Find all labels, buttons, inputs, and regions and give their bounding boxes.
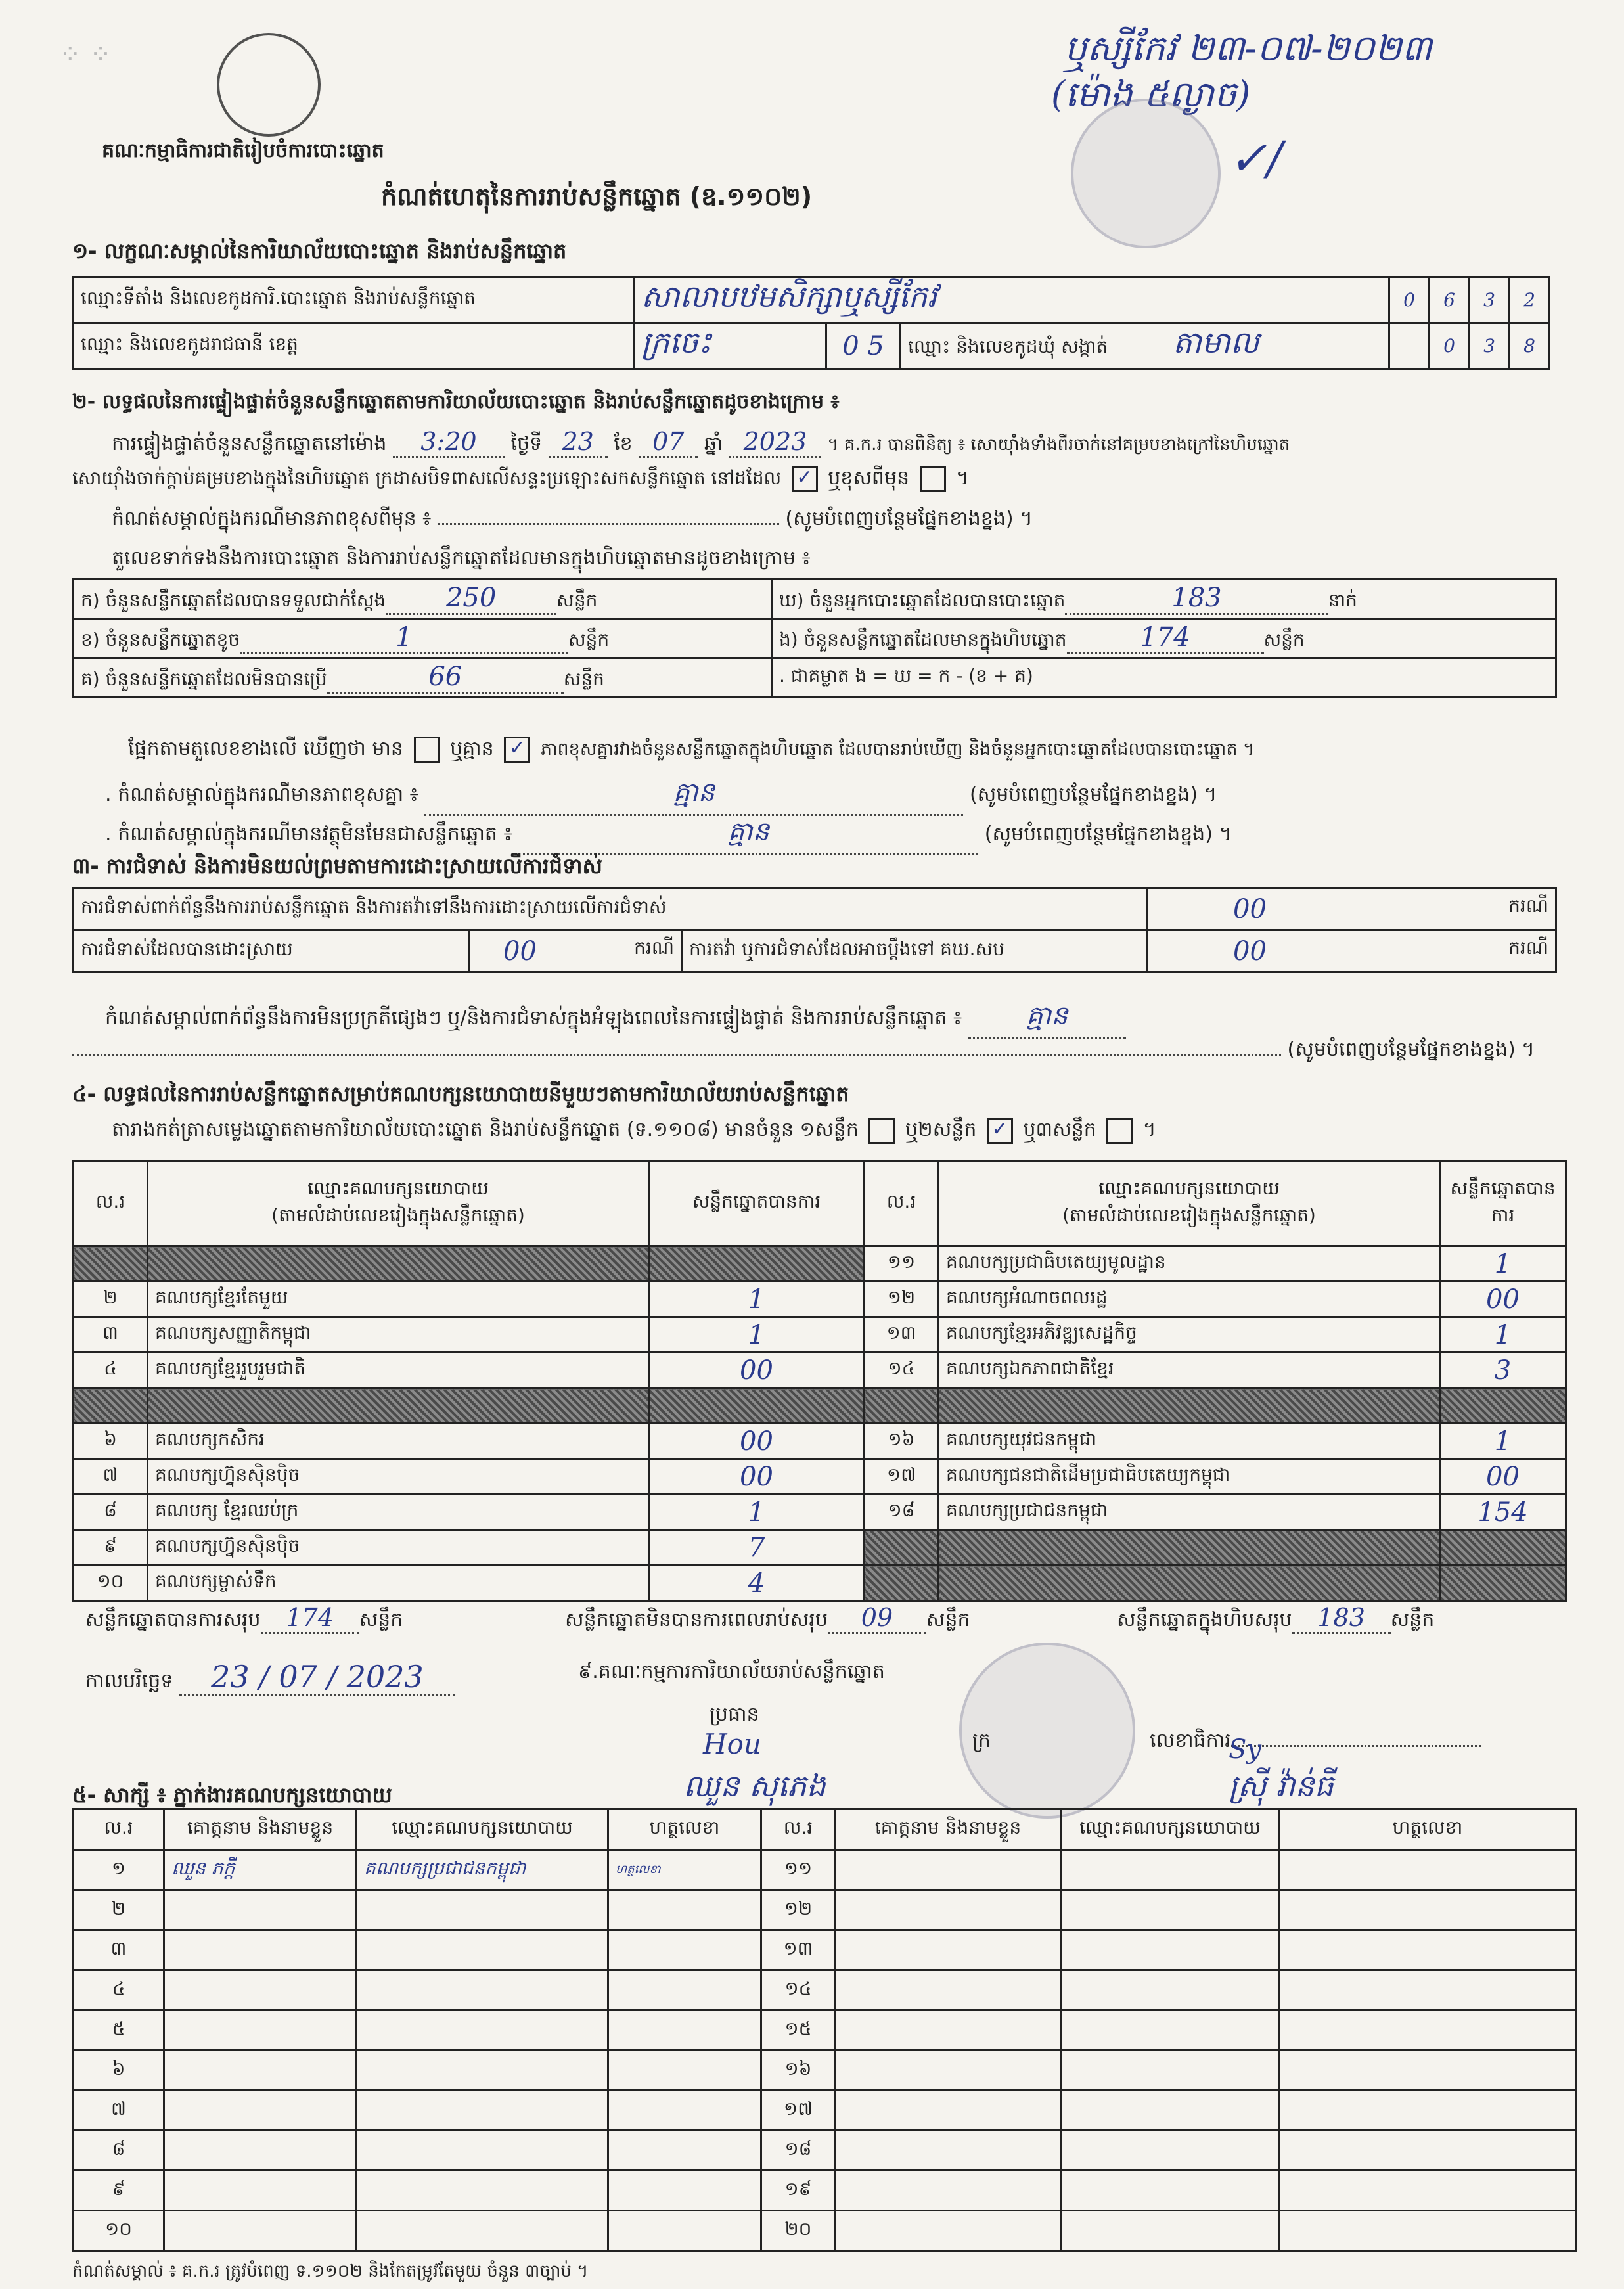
witness-sig [608,2091,761,2131]
party-no: ១២ [865,1282,939,1317]
spoiled-row: ខ) ចំនួនសន្លឹកឆ្នោតខូច 1 សន្លឹក [74,619,772,658]
table-row [74,1459,1566,1495]
total-in-box: សន្លឹកឆ្នោតក្នុងហិបសរុប 183 សន្លឹក [1117,1603,1434,1636]
voters-row: ឃ) ចំនួនអ្នកបោះឆ្នោតដែលបានបោះឆ្នោត 183 នាក់ [772,579,1556,619]
party-no: ១៨ [865,1495,939,1530]
has-difference-checkbox [414,737,440,763]
col-signature: ហត្ថលេខា [608,1809,761,1850]
witness-sig [608,1970,761,2010]
chair-label: ប្រធាន [710,1703,759,1726]
witness-empty-cell [1061,1930,1280,1970]
verification-line: ការផ្ទៀងផ្ទាត់ចំនួនសន្លឹកឆ្នោតនៅម៉ោង 3:20 ថ្ងៃទី 23 ខែ 07 ឆ្នាំ 2023 ។ គ.ក.រ បានពិនិត្យ ៖ សោយ៉ាំងទាំងពីរចាក់នៅគម្របខាងក្រៅនៃហិបឆ្នោត [112,427,1570,460]
witness-empty-cell [1061,2211,1280,2251]
col-name: គោត្តនាម និងនាមខ្លួន [164,1809,357,1850]
witness-name: ឈួន ភក្ដី [164,1850,357,1890]
col-party: ឈ្មោះគណបក្សនយោបាយ (តាមលំដាប់លេខរៀងក្នុងសន្លឹកឆ្នោត) [939,1161,1440,1246]
difference-note-line: កំណត់សម្គាល់ក្នុងករណីមានភាពខុសពីមុន ៖ (សូមបំពេញបន្ថែមផ្នែកខាងខ្នង) ។ [112,507,1033,530]
party-name: គណបក្សឯកភាពជាតិខ្មែរ [939,1353,1440,1388]
code-digit [1389,323,1430,369]
witness-no: ១៦ [761,2051,836,2091]
witness-party [357,2211,608,2251]
witness-no: ៤ [74,1970,164,2010]
appeal-label: ការតវ៉ា ឬការជំទាស់ដែលអាចប្ដឹងទៅ គឃ.សប [682,930,1147,972]
party-no: ១៤ [865,1353,939,1388]
witness-empty-cell [836,2211,1061,2251]
col-votes: សន្លឹកឆ្នោតបានការ [649,1161,865,1246]
table-row [74,1282,1566,1317]
party-votes [1440,1388,1566,1424]
witness-no: ១៨ [761,2131,836,2171]
figures-intro: តួលេខទាក់ទងនឹងការបោះឆ្នោត និងការរាប់សន្លឹកឆ្នោតដែលមានក្នុងហិបឆ្នោតមានដូចខាងក្រោម ៖ [112,547,811,570]
foreign-object-note: . កំណត់សម្គាល់ក្នុងករណីមានវត្ថុមិនមែនជាសន្លឹកឆ្នោត ៖ គ្មាន (សូមបំពេញបន្ថែមផ្នែកខាងខ្នង) ។ [105,815,1232,855]
witness-empty-cell [836,2091,1061,2131]
party-no [865,1530,939,1566]
col-party: ឈ្មោះគណបក្សនយោបាយ [1061,1809,1280,1850]
witness-empty-cell [1061,2131,1280,2171]
section5-heading: ៥- សាក្សី ៖ ភ្នាក់ងារគណបក្សនយោបាយ [72,1782,392,1807]
witness-party [357,2091,608,2131]
section1-table [72,276,1550,370]
objections-table [72,887,1557,973]
total-valid: សន្លឹកឆ្នោតបានការសរុប 174 សន្លឹក [85,1603,403,1636]
witness-no: ៨ [74,2131,164,2171]
party-name: គណបក្សម្ចាស់ទឹក [148,1566,649,1601]
party-no: ៩ [74,1530,148,1566]
witness-no: ១៤ [761,1970,836,2010]
code-digit: 3 [1470,277,1510,323]
handwritten-time: (ម៉ោង ៥ល្ងាច) [1051,74,1251,115]
party-name [939,1388,1440,1424]
table-row [74,1850,1576,1890]
witness-sig [608,2010,761,2051]
party-votes: 1 [649,1282,865,1317]
commune-label: ឈ្មោះ និងលេខកូដឃុំ សង្កាត់ តាមាល [901,323,1389,369]
official-stamp [1071,99,1221,248]
witness-empty-cell [1061,2010,1280,2051]
party-votes: 00 [649,1424,865,1459]
witness-empty-cell [1061,2171,1280,2211]
witness-party [357,2171,608,2211]
witness-empty-cell [836,1890,1061,1930]
tally-sheet-line: តារាងកត់ត្រាសម្លេងឆ្នោតតាមការិយាល័យបោះឆ្នោត និងរាប់សន្លឹកឆ្នោត (ទ.១១០៨) មានចំនួន ១សន្លឹក ឬ២សន្លឹក ✓ ឬ៣សន្លឹក ។ [112,1117,1156,1146]
col-no: ល.រ [761,1809,836,1850]
party-name: គណបក្សហ្វ៊ុនស៊ិនប៉ិច [148,1459,649,1495]
party-votes [1440,1530,1566,1566]
party-no: ១៣ [865,1317,939,1353]
witness-name [164,2091,357,2131]
table-row [74,1530,1566,1566]
witness-empty-cell [836,2171,1061,2211]
party-votes: 4 [649,1566,865,1601]
party-results-table [72,1160,1567,1602]
code-digit: 0 [1430,323,1470,369]
secretary-signature: Sy [1229,1734,1261,1765]
witness-name [164,1890,357,1930]
party-name: គណបក្សសញ្ញាតិកម្ពុជា [148,1317,649,1353]
witness-name [164,2010,357,2051]
province-value: ក្រចេះ [634,323,826,369]
table-row [74,2091,1576,2131]
party-name: គណបក្សជនជាតិដើមប្រជាធិបតេយ្យកម្ពុជា [939,1459,1440,1495]
col-no: ល.រ [865,1161,939,1246]
handwritten-date: ឬស្សីកែវ ២៣-០៧-២០២៣ [1064,28,1432,69]
party-no: ១៧ [865,1459,939,1495]
witness-empty-cell [1061,2051,1280,2091]
section4-heading: ៤- លទ្ធផលនៃការរាប់សន្លឹកឆ្នោតសម្រាប់គណបក្សនយោបាយនីមួយៗតាមការិយាល័យរាប់សន្លឹកឆ្នោត [72,1081,849,1106]
witness-no: ១១ [761,1850,836,1890]
witness-empty-cell [1280,1890,1576,1930]
party-name: គណបក្សអំណាចពលរដ្ឋ [939,1282,1440,1317]
witness-party [357,1970,608,2010]
received-row: ក) ចំនួនសន្លឹកឆ្នោតដែលបានទទួលជាក់ស្ដែង 250 សន្លឹក [74,579,772,619]
section2-heading: ២- លទ្ធផលនៃការផ្ទៀងផ្ទាត់ចំនួនសន្លឹកឆ្នោតតាមការិយាល័យបោះឆ្នោត និងរាប់សន្លឹកឆ្នោតដូចខាងក្រោម ៖ [72,390,840,413]
witness-empty-cell [836,1850,1061,1890]
witness-no: ៥ [74,2010,164,2051]
party-no [74,1388,148,1424]
witness-no: ៧ [74,2091,164,2131]
witness-party [357,1930,608,1970]
party-votes [649,1246,865,1282]
col-no: ល.រ [74,1161,148,1246]
col-party: ឈ្មោះគណបក្សនយោបាយ (តាមលំដាប់លេខរៀងក្នុងសន្លឹកឆ្នោត) [148,1161,649,1246]
party-no: ១៦ [865,1424,939,1459]
witness-no: ១៧ [761,2091,836,2131]
party-name [939,1566,1440,1601]
resolved-label: ការជំទាស់ដែលបានដោះស្រាយ [74,930,470,972]
party-no: ១១ [865,1246,939,1282]
table-row [74,1317,1566,1353]
party-no [74,1246,148,1282]
witness-party [357,1890,608,1930]
code-digit: 0 [1389,277,1430,323]
party-name [939,1530,1440,1566]
party-votes: 00 [649,1459,865,1495]
party-votes: 154 [1440,1495,1566,1530]
party-votes: 1 [1440,1317,1566,1353]
formula: . ជាគម្លាត ង = ឃ = ក - (ខ + គ) [772,658,1556,698]
witness-empty-cell [1280,1970,1576,2010]
party-name: គណបក្សប្រជាជនកម្ពុជា [939,1495,1440,1530]
witness-empty-cell [1280,2171,1576,2211]
table-row [74,2171,1576,2211]
irregularity-note-cont: (សូមបំពេញបន្ថែមផ្នែកខាងខ្នង) ។ [72,1037,1535,1066]
table-row [74,1566,1566,1601]
witness-empty-cell [1280,2131,1576,2171]
table-row [74,1930,1576,1970]
one-sheet-checkbox [868,1118,895,1144]
objection-value: 00 ករណី [1147,888,1556,930]
witness-no: ១៥ [761,2010,836,2051]
party-name: គណបក្ស ខ្មែរឈប់ក្រ [148,1495,649,1530]
party-no: ៤ [74,1353,148,1388]
party-name: គណបក្សខ្មែរអភិវឌ្ឍសេដ្ឋកិច្ច [939,1317,1440,1353]
table-row [74,2010,1576,2051]
party-name: គណបក្សហ្វ៊ុនស៊ិនប៉ិច [148,1530,649,1566]
witness-name [164,1930,357,1970]
witness-empty-cell [836,1930,1061,1970]
witness-empty-cell [836,2131,1061,2171]
party-votes: 1 [649,1317,865,1353]
committee-label: ៩.គណៈកម្មការការិយាល័យរាប់សន្លឹកឆ្នោត [578,1660,885,1683]
code-digit: 8 [1510,323,1550,369]
party-name: គណបក្សប្រជាធិបតេយ្យមូលដ្ឋាន [939,1246,1440,1282]
witness-empty-cell [1061,2091,1280,2131]
witness-empty-cell [1280,2010,1576,2051]
party-votes [1440,1566,1566,1601]
location-label: ឈ្មោះទីតាំង និងលេខកូដការិ.បោះឆ្នោត និងរាប់សន្លឹកឆ្នោត [74,277,634,323]
party-votes: 00 [1440,1459,1566,1495]
witness-party [357,2051,608,2091]
witness-no: ២ [74,1890,164,1930]
table-row [74,1970,1576,2010]
national-emblem [217,33,321,137]
witness-empty-cell [1280,1930,1576,1970]
col-signature: ហត្ថលេខា [1280,1809,1576,1850]
figures-table [72,578,1557,698]
code-digit: 3 [1470,323,1510,369]
party-votes: 1 [649,1495,865,1530]
same-checkbox: ✓ [792,466,818,492]
chair-title-left: ក្រ [972,1729,991,1752]
total-invalid: សន្លឹកឆ្នោតមិនបានការពេលរាប់សរុប 09 សន្លឹក [565,1603,970,1636]
section3-heading: ៣- ការជំទាស់ និងការមិនយល់ព្រមតាមការដោះស្រាយលើការជំទាស់ [72,853,602,878]
party-votes [649,1388,865,1424]
witness-name [164,2051,357,2091]
table-row [74,1246,1566,1282]
col-votes: សន្លឹកឆ្នោតបានការ [1440,1161,1566,1246]
witness-no: ២០ [761,2211,836,2251]
witness-no: ១៣ [761,1930,836,1970]
chair-signature: Hou [703,1728,761,1760]
table-row [74,1353,1566,1388]
party-name: គណបក្សខ្មែររួបរួមជាតិ [148,1353,649,1388]
party-no: ៦ [74,1424,148,1459]
witness-empty-cell [836,2010,1061,2051]
witness-sig [608,1930,761,1970]
party-no [865,1388,939,1424]
witness-no: ១៩ [761,2171,836,2211]
witness-no: ១០ [74,2211,164,2251]
party-votes: 00 [649,1353,865,1388]
secretary-label: លេខាធិការ [1150,1728,1481,1757]
two-sheet-checkbox: ✓ [987,1118,1013,1144]
witness-party [357,2131,608,2171]
unused-row: គ) ចំនួនសន្លឹកឆ្នោតដែលមិនបានប្រើ 66 សន្លឹក [74,658,772,698]
table-row [74,1495,1566,1530]
seal-status-line: សោយ៉ាំងចាក់ក្ដាប់គម្របខាងក្នុងនៃហិបឆ្នោត ក្រដាសបិទពាសលើសន្ទះប្រឡោះសកសន្លឹកឆ្នោត នៅដដែល ✓ ឬខុសពីមុន ។ [72,465,969,494]
witness-sig [608,2131,761,2171]
compare-line: ផ្អែកតាមតួលេខខាងលើ ឃើញថា មាន ឬគ្មាន ✓ ភាពខុសគ្នារវាងចំនួនសន្លឹកឆ្នោតក្នុងហិបឆ្នោត ដែលបានរាប់ឃើញ និងចំនួនអ្នកបោះឆ្នោតដែលបានបោះឆ្នោត ។ [128,736,1255,765]
col-name: គោត្តនាម និងនាមខ្លួន [836,1809,1061,1850]
province-label: ឈ្មោះ និងលេខកូដរាជធានី ខេត្ត [74,323,634,369]
witness-name [164,2211,357,2251]
witness-sig: ហត្ថលេខា [608,1850,761,1890]
party-name [148,1388,649,1424]
secretary-name: ស្រ៊ី វ៉ាន់ធី [1229,1768,1334,1803]
party-votes: 7 [649,1530,865,1566]
footnote: កំណត់សម្គាល់ ៖ គ.ក.រ ត្រូវបំពេញ ទ.១១០២ និងកែតម្រូវតែមួយ ចំនួន ៣ច្បាប់ ។ [72,2261,589,2281]
table-row [74,2211,1576,2251]
witness-no: ១២ [761,1890,836,1930]
party-no: ៨ [74,1495,148,1530]
party-name: គណបក្សយុវជនកម្ពុជា [939,1424,1440,1459]
witness-no: ៦ [74,2051,164,2091]
table-row [74,1890,1576,1930]
witness-sig [608,2211,761,2251]
difference-note: . កំណត់សម្គាល់ក្នុងករណីមានភាពខុសគ្នា ៖ គ្មាន (សូមបំពេញបន្ថែមផ្នែកខាងខ្នង) ។ [105,775,1217,816]
witness-no: ៩ [74,2171,164,2211]
party-no: ៧ [74,1459,148,1495]
witness-empty-cell [836,1970,1061,2010]
three-sheet-checkbox [1106,1118,1133,1144]
party-votes: 00 [1440,1282,1566,1317]
appeal-value: 00 ករណី [1147,930,1556,972]
different-checkbox [920,466,946,492]
witness-empty-cell [1280,2091,1576,2131]
irregularity-note: កំណត់សម្គាល់ពាក់ព័ន្ធនឹងការមិនប្រក្រតីផ្សេងៗ ឬ/និងការជំទាស់ក្នុងអំឡុងពេលនៃការផ្ទៀងផ្ទាត់ និងការរាប់សន្លឹកឆ្នោត ៖ គ្មាន [105,999,1126,1039]
table-row [74,1388,1566,1424]
table-row [74,1424,1566,1459]
party-no [865,1566,939,1601]
location-value: សាលាបឋមសិក្សាឬស្សីកែវ [634,277,1389,323]
org-name: គណៈកម្មាធិការជាតិរៀបចំការបោះឆ្នោត [102,139,384,162]
form-title: កំណត់ហេតុនៃការរាប់សន្លឹកឆ្នោត (ឧ.១១០២) [381,182,813,211]
witness-name [164,1970,357,2010]
witness-party [357,2010,608,2051]
section1-heading: ១- លក្ខណៈសម្គាល់នៃការិយាល័យបោះឆ្នោត និងរាប់សន្លឹកឆ្នោត [72,238,567,263]
party-votes: 1 [1440,1424,1566,1459]
code-digit: 2 [1510,277,1550,323]
province-code: 0 5 [826,323,901,369]
code-digit: 6 [1430,277,1470,323]
witness-party: គណបក្សប្រជាជនកម្ពុជា [357,1850,608,1890]
witness-no: ១ [74,1850,164,1890]
no-difference-checkbox: ✓ [504,737,530,763]
witness-sig [608,2171,761,2211]
party-votes: 1 [1440,1246,1566,1282]
party-no: ១០ [74,1566,148,1601]
punch-marks: ⁘ ⁘ [59,39,112,70]
witness-name [164,2171,357,2211]
col-no: ល.រ [74,1809,164,1850]
table-row [74,2131,1576,2171]
official-signature: ✓/ [1229,131,1283,185]
witness-empty-cell [1280,2211,1576,2251]
party-name: គណបក្សខ្មែរតែមួយ [148,1282,649,1317]
party-no: ២ [74,1282,148,1317]
date-line: កាលបរិច្ឆេទ 23 / 07 / 2023 [85,1659,455,1697]
witness-name [164,2131,357,2171]
witness-table [72,1808,1577,2252]
party-no: ៣ [74,1317,148,1353]
witness-empty-cell [1061,1850,1280,1890]
witness-empty-cell [1280,2051,1576,2091]
resolved-value: 00 ករណី [470,930,682,972]
objection-label: ការជំទាស់ពាក់ព័ន្ធនឹងការរាប់សន្លឹកឆ្នោត និងការតវ៉ាទៅនឹងការដោះស្រាយលើការជំទាស់ [74,888,1147,930]
witness-sig [608,2051,761,2091]
in-box-row: ង) ចំនួនសន្លឹកឆ្នោតដែលមានក្នុងហិបឆ្នោត 174 សន្លឹក [772,619,1556,658]
witness-sig [608,1890,761,1930]
chair-name: ឈួន សុភេង [683,1768,826,1803]
witness-empty-cell [1061,1890,1280,1930]
witness-empty-cell [836,2051,1061,2091]
col-party: ឈ្មោះគណបក្សនយោបាយ [357,1809,608,1850]
party-name [148,1246,649,1282]
table-row [74,2051,1576,2091]
party-votes: 3 [1440,1353,1566,1388]
witness-empty-cell [1280,1850,1576,1890]
witness-empty-cell [1061,1970,1280,2010]
witness-no: ៣ [74,1930,164,1970]
party-name: គណបក្សកសិករ [148,1424,649,1459]
